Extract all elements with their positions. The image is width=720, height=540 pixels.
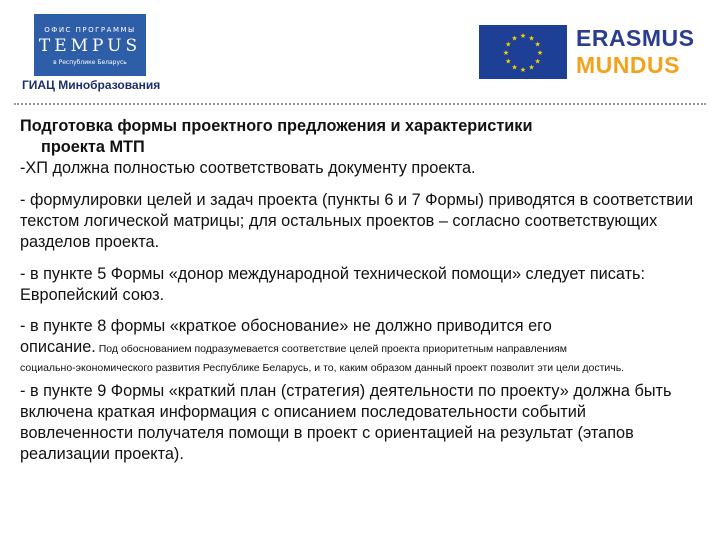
svg-text:★: ★ xyxy=(534,57,541,66)
paragraph-2: - формулировки целей и задач проекта (пункты 6 и 7 Формы) приводятся в соответствии текстом логической матрицы; для остальных проектов – согласно соответствующих разделов проекта. xyxy=(20,191,694,251)
paragraph-5: - в пункте 9 Формы «краткий план (стратегия) деятельности по проекту» должна быть включена краткая информация с описанием последовательности событий вовлеченности получателя помощи в проект с ориентацией на результат (этапов реализации проекта). xyxy=(20,382,672,463)
slide-title-line2: проекта МТП xyxy=(41,138,145,156)
svg-text:★: ★ xyxy=(528,34,535,43)
paragraph-4-note: социально-экономического развития Республике Беларусь, и то, каким образом данный проект позволит эти цели достичь. xyxy=(20,362,625,374)
svg-text:★: ★ xyxy=(505,57,512,66)
svg-text:★: ★ xyxy=(519,66,527,74)
svg-text:★: ★ xyxy=(502,49,510,57)
tempus-logo-line3: в Республике Беларусь xyxy=(53,59,127,66)
svg-text:★: ★ xyxy=(519,32,527,40)
svg-text:★: ★ xyxy=(536,49,544,57)
header-divider xyxy=(14,103,706,105)
paragraph-3: - в пункте 5 Формы «донор международной технической помощи» следует писать: Европейский союз. xyxy=(20,265,646,304)
svg-text:★: ★ xyxy=(534,40,541,49)
eu-stars-icon xyxy=(479,25,567,79)
eu-flag-icon xyxy=(479,25,567,79)
mundus-wordmark: MUNDUS xyxy=(576,52,680,78)
svg-text:★: ★ xyxy=(528,63,535,72)
paragraph-1: -ХП должна полностью соответствовать документу проекта. xyxy=(20,159,476,177)
svg-text:★: ★ xyxy=(511,63,518,72)
slide-body xyxy=(20,116,695,465)
svg-text:★: ★ xyxy=(511,34,518,43)
svg-text:★: ★ xyxy=(505,40,512,49)
tempus-logo-line2: TEMPUS xyxy=(38,36,142,56)
giac-label: ГИАЦ Минобразования xyxy=(22,78,161,92)
paragraph-4-lead: описание. xyxy=(20,338,96,356)
paragraph-4 xyxy=(20,316,695,360)
erasmus-wordmark: ERASMUS xyxy=(576,25,695,51)
slide-title-line1: Подготовка формы проектного предложения и характеристики xyxy=(20,117,533,135)
paragraph-4-line1: - в пункте 8 формы «краткое обоснование» не должно приводится его xyxy=(20,317,552,335)
tempus-logo xyxy=(34,14,146,76)
paragraph-4-note-inline: Под обоснованием подразумевается соответствие целей проекта приоритетным направлениям xyxy=(95,343,567,355)
tempus-logo-line1: ОФИС ПРОГРАММЫ xyxy=(44,26,136,34)
